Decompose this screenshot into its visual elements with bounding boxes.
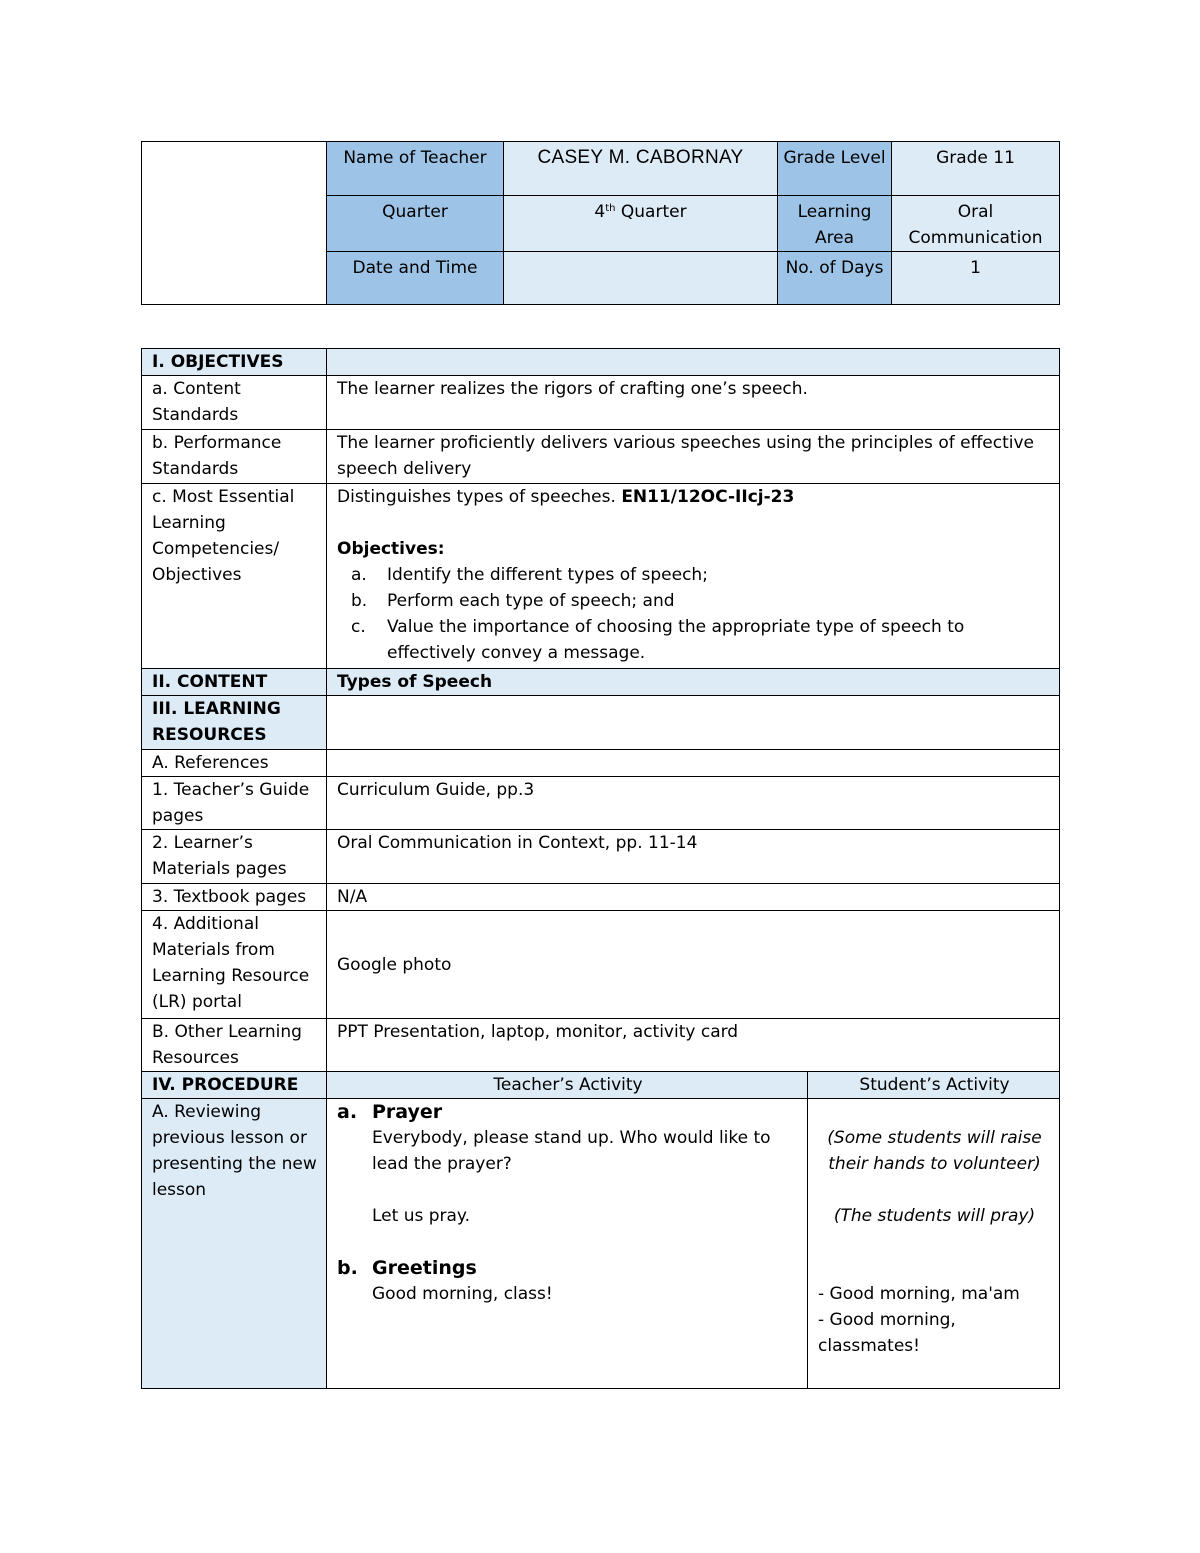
performance-standards-value: The learner proficiently delivers various speeches using the principles of effective speech delivery [327, 430, 1060, 484]
student-pray-note: (The students will pray) [833, 1206, 1036, 1226]
prayer-heading: a. Prayer [337, 1101, 443, 1123]
textbook-pages-value: N/A [327, 884, 1060, 911]
prayer-line: Let us pray. [372, 1206, 470, 1226]
learners-materials-label: 2. Learner’s Materials pages [142, 830, 327, 884]
greetings-line: Good morning, class! [372, 1284, 553, 1304]
teachers-guide-label: 1. Teacher’s Guide pages [142, 777, 327, 830]
quarter-label: Quarter [327, 196, 504, 252]
objectives-heading: I. OBJECTIVES [142, 349, 327, 376]
other-resources-value: PPT Presentation, laptop, monitor, activity card [327, 1019, 1060, 1072]
melc-statement [337, 484, 1051, 510]
student-greeting-2: - Good morning, classmates! [818, 1310, 956, 1356]
melc-text: Distinguishes types of speeches. [337, 487, 622, 507]
list-item: b. Perform each type of speech; and [351, 591, 675, 611]
teacher-name-value: CASEY M. CABORNAY [504, 142, 778, 196]
student-volunteer-note: (Some students will raise their hands to volunteer) [827, 1128, 1042, 1174]
learners-materials-value: Oral Communication in Context, pp. 11-14 [327, 830, 1060, 884]
header-blank-cell [142, 142, 327, 305]
content-standards-value: The learner realizes the rigors of crafting one’s speech. [327, 376, 1060, 430]
references-blank [327, 750, 1060, 777]
learning-resources-blank [327, 696, 1060, 750]
student-greeting-1: - Good morning, ma'am [818, 1284, 1020, 1304]
grade-level-label: Grade Level [778, 142, 892, 196]
additional-materials-value: Google photo [327, 911, 1060, 1019]
teacher-name-label: Name of Teacher [327, 142, 504, 196]
melc-code: EN11/12OC-IIcj-23 [621, 487, 795, 507]
additional-materials-label: 4. Additional Materials from Learning Resource (LR) portal [142, 911, 327, 1019]
prayer-instruction: Everybody, please stand up. Who would like to lead the prayer? [372, 1128, 771, 1174]
other-resources-label: B. Other Learning Resources [142, 1019, 327, 1072]
performance-standards-label: b. Performance Standards [142, 430, 327, 484]
list-item: a. Identify the different types of speech; [351, 565, 708, 585]
quarter-value [504, 196, 778, 252]
learning-resources-heading: III. LEARNING RESOURCES [142, 696, 327, 750]
content-standards-label: a. Content Standards [142, 376, 327, 430]
lesson-plan-table [141, 348, 1060, 1389]
grade-level-value: Grade 11 [892, 142, 1060, 196]
learning-area-value: Oral Communication [892, 196, 1060, 252]
date-time-value [504, 252, 778, 305]
student-activity-cell [808, 1099, 1060, 1389]
procedure-heading: IV. PROCEDURE [142, 1072, 327, 1099]
quarter-number: 4 [594, 202, 606, 222]
learning-area-label: Learning Area [778, 196, 892, 252]
date-time-label: Date and Time [327, 252, 504, 305]
objectives-subheading: Objectives: [337, 539, 445, 559]
student-activity-header: Student’s Activity [808, 1072, 1060, 1099]
textbook-pages-label: 3. Textbook pages [142, 884, 327, 911]
number-of-days-value: 1 [892, 252, 1060, 305]
objectives-heading-blank [327, 349, 1060, 376]
objectives-list [337, 562, 1051, 666]
teachers-guide-value: Curriculum Guide, pp.3 [327, 777, 1060, 830]
greetings-heading: b. Greetings [337, 1257, 477, 1279]
header-table [141, 141, 1060, 305]
step-a-label: A. Reviewing previous lesson or presenting the new lesson [142, 1099, 327, 1389]
number-of-days-label: No. of Days [778, 252, 892, 305]
list-item: c. Value the importance of choosing the appropriate type of speech to effectively convey a message. [351, 617, 965, 663]
content-value: Types of Speech [327, 669, 1060, 696]
content-heading: II. CONTENT [142, 669, 327, 696]
teacher-activity-header: Teacher’s Activity [327, 1072, 808, 1099]
teacher-activity-cell [327, 1099, 808, 1389]
melc-cell [327, 484, 1060, 669]
quarter-word: Quarter [615, 202, 687, 222]
references-label: A. References [142, 750, 327, 777]
melc-label: c. Most Essential Learning Competencies/ Objectives [142, 484, 327, 669]
quarter-suffix: th [605, 203, 616, 214]
